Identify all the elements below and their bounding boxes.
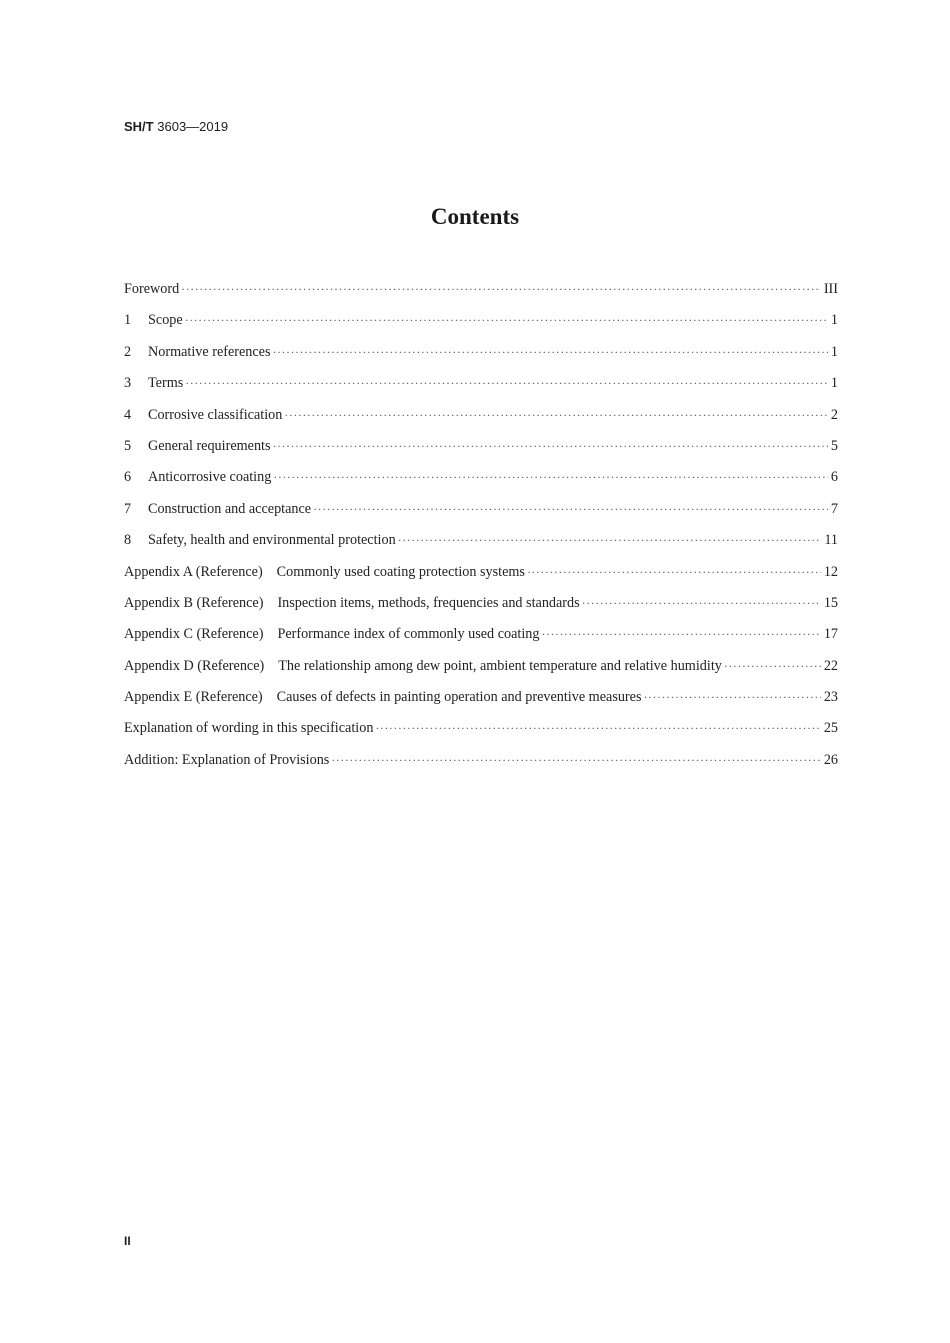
toc-entry-appendix-c[interactable] <box>124 626 838 657</box>
standard-code <box>124 119 228 134</box>
toc-entry-page: 1 <box>830 312 838 329</box>
toc-entry-page: 2 <box>830 406 838 423</box>
toc-appendix-prefix: Appendix E (Reference) <box>124 689 263 706</box>
toc-dot-leader <box>273 470 828 485</box>
toc-entry-page: 15 <box>823 594 838 611</box>
toc-dot-leader <box>273 345 828 360</box>
toc-dot-leader <box>582 596 821 611</box>
toc-entry-label: Explanation of wording in this specification <box>124 720 374 737</box>
toc-entry-label: Anticorrosive coating <box>148 469 272 486</box>
toc-entry-label: Causes of defects in painting operation and preventive measures <box>276 689 642 706</box>
page-title: Contents <box>430 204 520 229</box>
toc-entry-label: Commonly used coating protection systems <box>276 563 525 580</box>
toc-dot-leader <box>181 282 821 297</box>
page-number: II <box>124 1234 131 1248</box>
toc-entry-construction-acceptance[interactable] <box>124 501 838 532</box>
toc-entry-number: 8 <box>124 532 132 549</box>
toc-entry-label: Inspection items, methods, frequencies and standards <box>277 594 580 611</box>
toc-entry-anticorrosive-coating[interactable] <box>124 469 838 500</box>
toc-entry-page: 26 <box>823 751 838 768</box>
toc-appendix-prefix: Appendix B (Reference) <box>124 594 264 611</box>
toc-dot-leader <box>331 753 820 768</box>
toc-entry-page: 12 <box>823 563 838 580</box>
toc-entry-page: 5 <box>830 437 838 454</box>
toc-entry-page: 7 <box>830 500 838 517</box>
toc-entry-explanation-of-provisions[interactable] <box>124 752 838 783</box>
toc-appendix-prefix: Appendix A (Reference) <box>124 563 263 580</box>
toc-entry-label: Addition: Explanation of Provisions <box>124 751 330 768</box>
toc-entry-page: III <box>823 281 838 297</box>
toc-entry-page: 6 <box>830 469 838 486</box>
standard-number: 3603—2019 <box>157 119 229 134</box>
toc-dot-leader <box>398 533 822 548</box>
toc-dot-leader <box>724 659 821 674</box>
toc-entry-number: 1 <box>124 312 132 329</box>
toc-entry-appendix-d[interactable] <box>124 658 838 689</box>
toc-entry-explanation-of-wording[interactable] <box>124 720 838 751</box>
toc-entry-terms[interactable] <box>124 375 838 406</box>
toc-dot-leader <box>273 439 828 454</box>
toc-entry-number: 2 <box>124 343 132 360</box>
toc-entry-appendix-b[interactable] <box>124 595 838 626</box>
toc-entry-label: Performance index of commonly used coating <box>277 626 540 643</box>
toc-appendix-prefix: Appendix D (Reference) <box>124 657 265 674</box>
table-of-contents <box>124 281 838 783</box>
toc-entry-label: The relationship among dew point, ambient temperature and relative humidity <box>278 657 722 674</box>
toc-entry-safety-health-environment[interactable] <box>124 532 838 563</box>
toc-entry-label: General requirements <box>148 437 271 454</box>
toc-entry-page: 22 <box>823 657 838 674</box>
toc-entry-page: 23 <box>823 689 838 706</box>
toc-entry-number: 3 <box>124 375 132 392</box>
toc-entry-page: 17 <box>823 626 838 643</box>
toc-dot-leader <box>643 690 820 705</box>
toc-dot-leader <box>541 627 820 642</box>
toc-entry-corrosive-classification[interactable] <box>124 407 838 438</box>
toc-entry-label: Terms <box>148 375 184 392</box>
toc-entry-number: 4 <box>124 406 132 423</box>
toc-dot-leader <box>313 502 828 517</box>
toc-entry-page: 11 <box>824 532 838 549</box>
toc-appendix-prefix: Appendix C (Reference) <box>124 626 264 643</box>
toc-entry-number: 7 <box>124 500 132 517</box>
toc-entry-foreword[interactable] <box>124 281 838 312</box>
toc-entry-label: Safety, health and environmental protection <box>148 532 396 549</box>
toc-entry-scope[interactable] <box>124 312 838 343</box>
toc-entry-number: 5 <box>124 437 132 454</box>
toc-dot-leader <box>284 408 828 423</box>
toc-entry-number: 6 <box>124 469 132 486</box>
toc-entry-appendix-e[interactable] <box>124 689 838 720</box>
toc-dot-leader <box>375 721 820 736</box>
toc-entry-general-requirements[interactable] <box>124 438 838 469</box>
toc-entry-label: Scope <box>148 312 183 329</box>
toc-entry-normative-references[interactable] <box>124 344 838 375</box>
toc-entry-label: Normative references <box>148 343 271 360</box>
standard-prefix: SH/T <box>124 119 154 134</box>
toc-entry-label: Construction and acceptance <box>148 500 312 517</box>
toc-entry-label: Corrosive classification <box>148 406 283 423</box>
toc-dot-leader <box>527 565 821 580</box>
toc-entry-page: 1 <box>830 343 838 360</box>
toc-entry-page: 1 <box>830 375 838 392</box>
toc-entry-page: 25 <box>823 720 838 737</box>
toc-entry-label: Foreword <box>124 281 180 297</box>
toc-dot-leader <box>185 313 828 328</box>
toc-dot-leader <box>185 376 828 391</box>
toc-entry-appendix-a[interactable] <box>124 564 838 595</box>
